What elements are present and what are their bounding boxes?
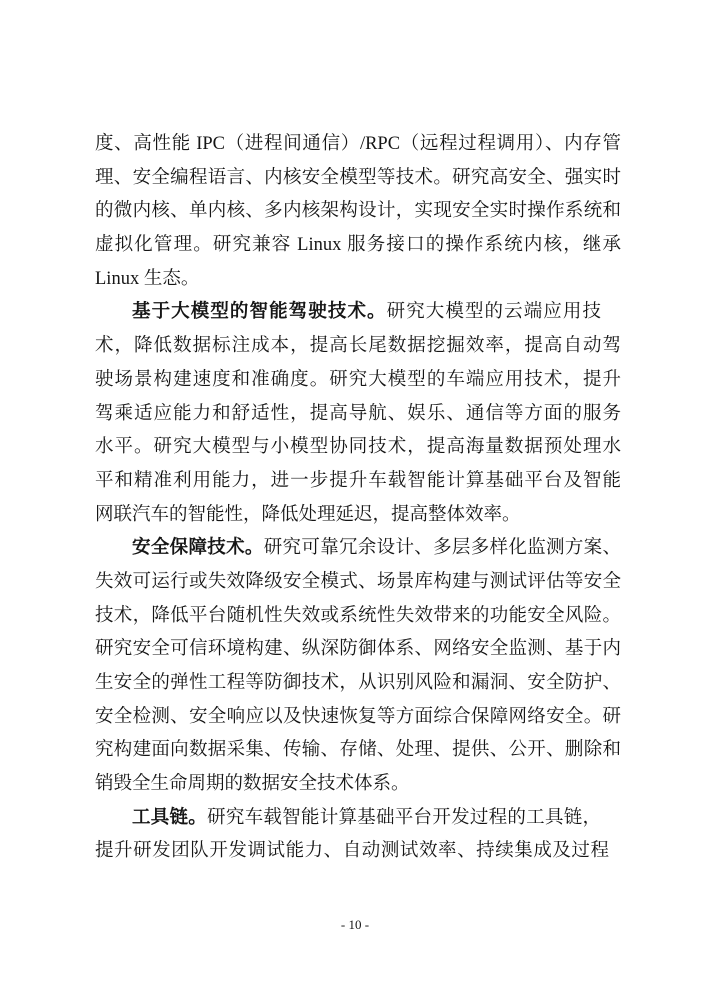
paragraph	[95, 802, 621, 869]
body-text	[95, 128, 621, 869]
text-line: 水平。研究大模型与小模型协同技术，提高海量数据预处理水	[95, 437, 621, 458]
line-text: 研究车载智能计算基础平台开发过程的工具链，	[207, 807, 601, 828]
text-line: 提升研发团队开发调试能力、自动测试效率、持续集成及过程	[95, 841, 609, 862]
text-line	[95, 802, 621, 836]
text-line: 术，降低数据标注成本，提高长尾数据挖掘效率，提高自动驾	[95, 336, 621, 357]
text-line	[95, 532, 621, 566]
text-line: 驶场景构建速度和准确度。研究大模型的车端应用技术，提升	[95, 369, 621, 390]
text-line: 驾乘适应能力和舒适性，提高导航、娱乐、通信等方面的服务	[95, 403, 621, 424]
text-line: 平和精准利用能力，进一步提升车载智能计算基础平台及智能	[95, 470, 621, 491]
paragraph-heading: 工具链。	[132, 807, 208, 828]
page-number: - 10 -	[340, 917, 370, 932]
text-line: 网联汽车的智能性，降低处理延迟，提高整体效率。	[95, 504, 521, 525]
text-line: 生安全的弹性工程等防御技术，从识别风险和漏洞、安全防护、	[95, 673, 621, 693]
text-line: 安全检测、安全响应以及快速恢复等方面综合保障网络安全。研	[95, 706, 621, 727]
text-line	[95, 296, 621, 330]
paragraph	[95, 296, 621, 532]
text-line: 度、高性能 IPC（进程间通信）/RPC（远程过程调用）、内存管	[95, 134, 621, 154]
text-line: 研究安全可信环境构建、纵深防御体系、网络安全监测、基于内	[95, 639, 621, 660]
text-line: 销毁全生命周期的数据安全技术体系。	[95, 774, 410, 795]
line-text: 研究大模型的云端应用技	[386, 302, 601, 323]
text-line: 理、安全编程语言、内核安全模型等技术。研究高安全、强实时	[95, 167, 621, 188]
text-line: 技术，降低平台随机性失效或系统性失效带来的功能安全风险。	[95, 605, 621, 626]
text-line: 失效可运行或失效降级安全模式、场景库构建与测试评估等安全	[95, 571, 621, 592]
paragraph-heading: 安全保障技术。	[132, 538, 264, 559]
text-line: 究构建面向数据采集、传输、存储、处理、提供、公开、删除和	[95, 740, 621, 761]
paragraph	[95, 128, 621, 296]
text-line: Linux 生态。	[95, 268, 200, 289]
paragraph-heading: 基于大模型的智能驾驶技术。	[132, 302, 387, 323]
line-text: 研究可靠冗余设计、多层多样化监测方案、	[263, 538, 621, 559]
text-line: 虚拟化管理。研究兼容 Linux 服务接口的操作系统内核，继承	[95, 235, 621, 256]
text-line: 的微内核、单内核、多内核架构设计，实现安全实时操作系统和	[95, 201, 621, 222]
paragraph	[95, 532, 621, 802]
